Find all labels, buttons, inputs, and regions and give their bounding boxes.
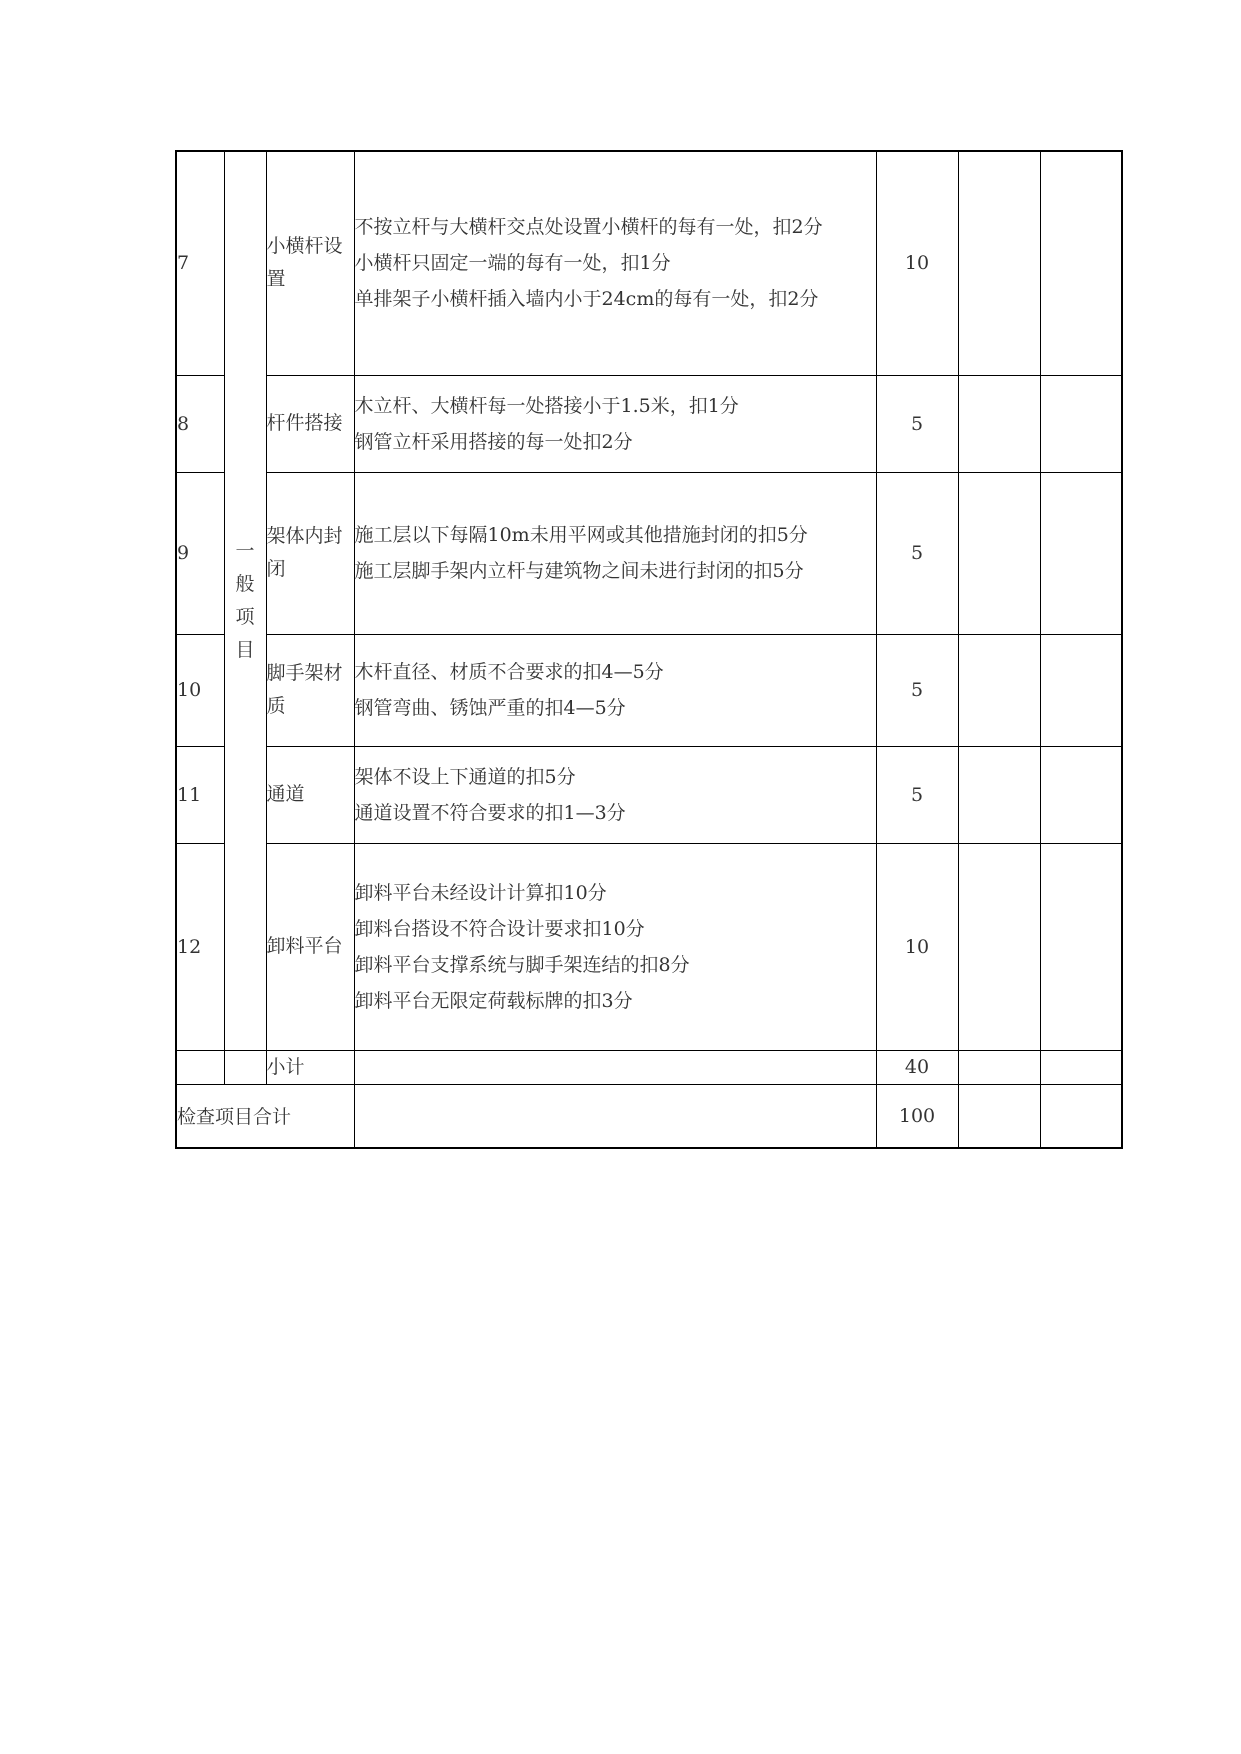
subtotal-row xyxy=(176,1050,1122,1084)
empty-cell xyxy=(354,1050,876,1084)
criteria-line: 通道设置不符合要求的扣1—3分 xyxy=(354,801,626,824)
deduction-cell xyxy=(958,746,1040,843)
score-cell: 5 xyxy=(876,375,958,472)
criteria-line: 施工层脚手架内立杆与建筑物之间未进行封闭的扣5分 xyxy=(354,560,804,582)
criteria-line: 钢管立杆采用搭接的每一处扣2分 xyxy=(354,430,633,453)
table-row xyxy=(176,634,1122,746)
category-label: 一般项目 xyxy=(235,539,255,661)
deduction-cell xyxy=(958,151,1040,375)
actual-score-cell xyxy=(1040,843,1122,1050)
actual-score-cell xyxy=(1040,634,1122,746)
deduction-cell xyxy=(958,375,1040,472)
item-name: 通道 xyxy=(266,746,354,843)
criteria-cell xyxy=(354,151,876,375)
deduction-cell xyxy=(958,1084,1040,1148)
row-number: 11 xyxy=(176,746,224,843)
subtotal-score: 40 xyxy=(876,1050,958,1084)
criteria-line: 卸料平台无限定荷载标牌的扣3分 xyxy=(354,989,633,1012)
criteria-cell xyxy=(354,634,876,746)
item-name: 杆件搭接 xyxy=(266,375,354,472)
actual-score-cell xyxy=(1040,472,1122,634)
item-name: 小横杆设置 xyxy=(266,151,354,375)
criteria-line: 钢管弯曲、锈蚀严重的扣4—5分 xyxy=(354,697,626,719)
total-score: 100 xyxy=(876,1084,958,1148)
item-name: 卸料平台 xyxy=(266,843,354,1050)
empty-cell xyxy=(354,1084,876,1148)
actual-score-cell xyxy=(1040,375,1122,472)
item-name: 脚手架材质 xyxy=(266,634,354,746)
inspection-table xyxy=(175,150,1123,1149)
criteria-line: 不按立杆与大横杆交点处设置小横杆的每有一处，扣2分 xyxy=(354,216,823,239)
criteria-line: 卸料台搭设不符合设计要求扣10分 xyxy=(354,917,645,940)
criteria-line: 架体不设上下通道的扣5分 xyxy=(354,765,576,788)
criteria-line: 小横杆只固定一端的每有一处，扣1分 xyxy=(354,252,671,275)
table-row xyxy=(176,151,1122,375)
total-label: 检查项目合计 xyxy=(176,1084,354,1148)
table-row xyxy=(176,746,1122,843)
criteria-line: 木杆直径、材质不合要求的扣4—5分 xyxy=(354,661,664,683)
row-number: 7 xyxy=(176,151,224,375)
criteria-cell xyxy=(354,472,876,634)
criteria-cell xyxy=(354,375,876,472)
score-cell: 5 xyxy=(876,746,958,843)
deduction-cell xyxy=(958,843,1040,1050)
deduction-cell xyxy=(958,634,1040,746)
total-row xyxy=(176,1084,1122,1148)
criteria-cell xyxy=(354,843,876,1050)
row-number: 12 xyxy=(176,843,224,1050)
deduction-cell xyxy=(958,1050,1040,1084)
score-cell: 5 xyxy=(876,634,958,746)
criteria-line: 卸料平台未经设计计算扣10分 xyxy=(354,881,607,904)
row-number: 10 xyxy=(176,634,224,746)
criteria-cell xyxy=(354,746,876,843)
actual-score-cell xyxy=(1040,151,1122,375)
actual-score-cell xyxy=(1040,746,1122,843)
score-cell: 5 xyxy=(876,472,958,634)
row-number: 9 xyxy=(176,472,224,634)
score-cell: 10 xyxy=(876,843,958,1050)
criteria-line: 木立杆、大横杆每一处搭接小于1.5米，扣1分 xyxy=(354,394,739,417)
actual-score-cell xyxy=(1040,1084,1122,1148)
score-cell: 10 xyxy=(876,151,958,375)
subtotal-label: 小计 xyxy=(266,1050,354,1084)
criteria-line: 卸料平台支撑系统与脚手架连结的扣8分 xyxy=(354,953,690,976)
criteria-line: 单排架子小横杆插入墙内小于24cm的每有一处，扣2分 xyxy=(354,288,819,311)
empty-cell xyxy=(176,1050,224,1084)
table-row xyxy=(176,472,1122,634)
deduction-cell xyxy=(958,472,1040,634)
empty-cell xyxy=(224,1050,266,1084)
item-name: 架体内封闭 xyxy=(266,472,354,634)
row-number: 8 xyxy=(176,375,224,472)
table-row xyxy=(176,375,1122,472)
criteria-line: 施工层以下每隔10m未用平网或其他措施封闭的扣5分 xyxy=(354,524,808,546)
category-cell xyxy=(224,151,266,1050)
actual-score-cell xyxy=(1040,1050,1122,1084)
table-row xyxy=(176,843,1122,1050)
